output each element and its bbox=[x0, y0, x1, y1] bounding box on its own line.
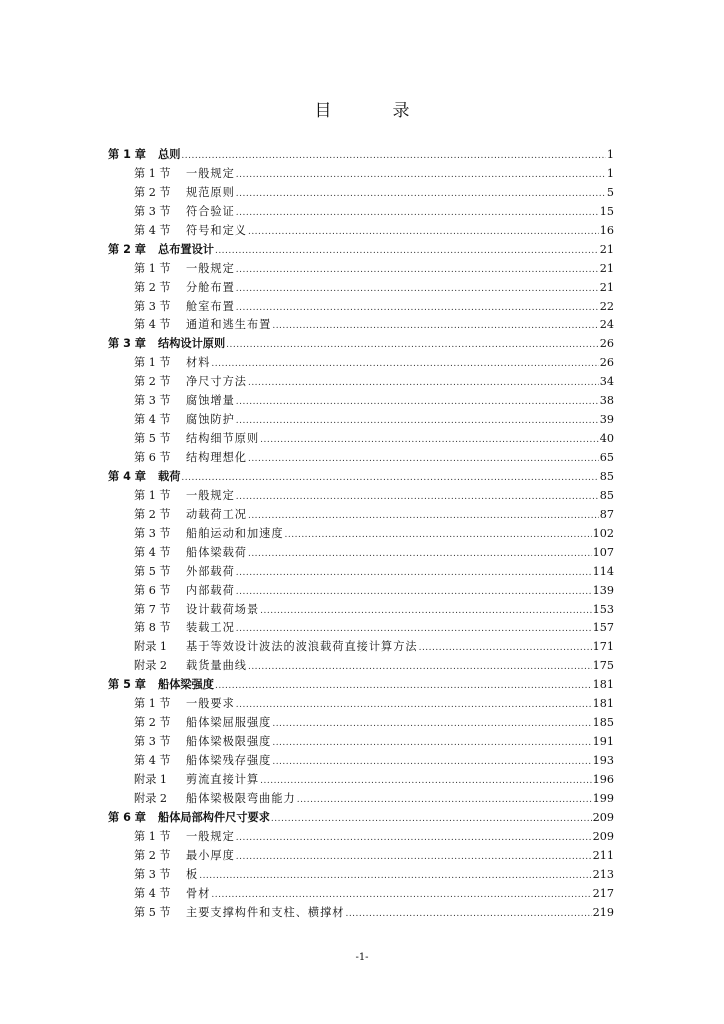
toc-entry-title: 一般要求 bbox=[186, 697, 235, 711]
toc-chapter-row[interactable] bbox=[108, 335, 614, 354]
toc-dot-leader bbox=[181, 469, 598, 488]
toc-entry-title: 结构理想化 bbox=[186, 451, 247, 464]
toc-entry-page: 21 bbox=[599, 280, 614, 294]
toc-entry-title: 舱室布置 bbox=[186, 299, 235, 313]
toc-entry-page: 139 bbox=[592, 583, 614, 597]
toc-entry-page: 171 bbox=[592, 640, 614, 654]
toc-entry-number: 第 1 节 bbox=[134, 829, 171, 843]
toc-section-row[interactable] bbox=[108, 771, 614, 790]
toc-section-row[interactable] bbox=[108, 203, 614, 222]
toc-section-row[interactable] bbox=[108, 828, 614, 847]
toc-entry-page: 16 bbox=[599, 223, 614, 237]
toc-entry-title: 动载荷工况 bbox=[186, 507, 247, 521]
toc-dot-leader bbox=[345, 905, 591, 924]
toc-dot-leader bbox=[236, 620, 592, 639]
toc-entry-page: 185 bbox=[592, 716, 614, 730]
toc-entry-page: 209 bbox=[592, 810, 614, 824]
toc-section-row[interactable] bbox=[108, 638, 614, 657]
toc-dot-leader bbox=[248, 507, 599, 526]
toc-entry-title: 船体梁强度 bbox=[158, 678, 214, 692]
toc-entry-page: 1 bbox=[606, 166, 614, 180]
toc-dot-leader bbox=[236, 696, 592, 715]
toc-dot-leader bbox=[211, 886, 591, 905]
toc-entry-title: 剪流直接计算 bbox=[186, 772, 260, 786]
toc-entry-title: 板 bbox=[186, 867, 199, 881]
toc-entry-number: 第 3 节 bbox=[134, 526, 171, 540]
toc-entry-number: 附录 2 bbox=[134, 659, 168, 673]
toc-section-row[interactable] bbox=[108, 506, 614, 525]
toc-section-row[interactable] bbox=[108, 449, 614, 468]
toc-entry-page: 22 bbox=[599, 299, 614, 313]
toc-dot-leader bbox=[199, 867, 591, 886]
toc-entry-title: 一般规定 bbox=[186, 829, 235, 843]
toc-entry-number: 第 4 节 bbox=[134, 754, 171, 767]
toc-entry-title: 分舱布置 bbox=[186, 280, 235, 294]
toc-entry-title: 船体梁极限弯曲能力 bbox=[186, 791, 296, 805]
toc-entry-page: 40 bbox=[599, 432, 614, 446]
toc-dot-leader bbox=[248, 223, 599, 242]
toc-entry-page: 181 bbox=[592, 697, 614, 711]
toc-entry-number: 第 2 节 bbox=[134, 375, 171, 389]
toc-section-row[interactable] bbox=[108, 695, 614, 714]
toc-entry-number: 第 5 节 bbox=[134, 564, 171, 578]
toc-entry-page: 39 bbox=[599, 413, 614, 427]
toc-entry-number: 第 1 章 bbox=[108, 148, 146, 161]
toc-dot-leader bbox=[236, 583, 592, 602]
toc-entry-title: 船体梁载荷 bbox=[186, 545, 247, 559]
toc-section-row[interactable] bbox=[108, 316, 614, 335]
toc-dot-leader bbox=[272, 753, 591, 772]
toc-section-row[interactable] bbox=[108, 184, 614, 203]
toc-entry-number: 第 1 节 bbox=[134, 356, 171, 370]
toc-entry-title: 规范原则 bbox=[186, 185, 235, 199]
toc-entry-title: 符号和定义 bbox=[186, 223, 247, 237]
toc-entry-number: 第 4 节 bbox=[134, 223, 171, 237]
toc-section-row[interactable] bbox=[108, 430, 614, 449]
toc-dot-leader bbox=[236, 488, 599, 507]
toc-entry-number: 第 3 节 bbox=[134, 735, 171, 749]
toc-entry-page: 219 bbox=[592, 905, 614, 919]
toc-dot-leader bbox=[248, 374, 599, 393]
toc-dot-leader bbox=[215, 677, 592, 696]
table-of-contents bbox=[108, 146, 614, 922]
toc-section-row[interactable] bbox=[108, 752, 614, 771]
toc-entry-title: 一般规定 bbox=[186, 166, 235, 180]
toc-section-row[interactable] bbox=[108, 866, 614, 885]
toc-entry-title: 内部载荷 bbox=[186, 583, 235, 597]
toc-dot-leader bbox=[272, 317, 598, 336]
toc-dot-leader bbox=[260, 602, 592, 621]
toc-dot-leader bbox=[271, 810, 592, 829]
toc-entry-page: 181 bbox=[592, 678, 614, 692]
toc-dot-leader bbox=[285, 526, 592, 545]
toc-chapter-row[interactable] bbox=[108, 146, 614, 165]
toc-entry-number: 第 4 节 bbox=[134, 545, 171, 559]
toc-chapter-row[interactable] bbox=[108, 468, 614, 487]
toc-entry-number: 第 4 节 bbox=[134, 413, 171, 427]
toc-section-row[interactable] bbox=[108, 411, 614, 430]
toc-entry-number: 第 3 节 bbox=[134, 204, 171, 218]
toc-dot-leader bbox=[236, 393, 599, 412]
toc-entry-page: 34 bbox=[599, 375, 614, 389]
toc-dot-leader bbox=[236, 261, 599, 280]
toc-entry-number: 第 1 节 bbox=[134, 697, 171, 711]
toc-entry-title: 主要支撑构件和支柱、横撑材 bbox=[186, 905, 345, 919]
toc-dot-leader bbox=[236, 299, 599, 318]
toc-entry-title: 通道和逃生布置 bbox=[186, 318, 272, 332]
toc-entry-title: 符合验证 bbox=[186, 204, 235, 218]
toc-dot-leader bbox=[211, 355, 598, 374]
toc-section-row[interactable] bbox=[108, 847, 614, 866]
toc-entry-page: 26 bbox=[599, 356, 614, 370]
toc-entry-number: 第 5 节 bbox=[134, 905, 171, 919]
toc-entry-number: 第 1 节 bbox=[134, 488, 171, 502]
toc-section-row[interactable] bbox=[108, 601, 614, 620]
toc-entry-title: 材料 bbox=[186, 356, 211, 370]
toc-entry-page: 85 bbox=[599, 488, 614, 502]
toc-entry-number: 第 6 章 bbox=[108, 810, 146, 824]
toc-section-row[interactable] bbox=[108, 619, 614, 638]
toc-entry-number: 第 4 节 bbox=[134, 886, 171, 900]
toc-entry-title: 腐蚀防护 bbox=[186, 413, 235, 427]
toc-section-row[interactable] bbox=[108, 298, 614, 317]
toc-entry-page: 24 bbox=[599, 318, 614, 332]
toc-section-row[interactable] bbox=[108, 222, 614, 241]
toc-dot-leader bbox=[419, 639, 592, 658]
toc-section-row[interactable] bbox=[108, 260, 614, 279]
toc-entry-number: 第 2 节 bbox=[134, 185, 171, 199]
toc-entry-title: 净尺寸方法 bbox=[186, 375, 247, 389]
toc-entry-number: 第 3 节 bbox=[134, 299, 171, 313]
toc-entry-page: 191 bbox=[592, 735, 614, 749]
toc-section-row[interactable] bbox=[108, 733, 614, 752]
toc-dot-leader bbox=[181, 147, 605, 166]
toc-entry-number: 第 6 节 bbox=[134, 451, 171, 464]
toc-entry-number: 第 3 节 bbox=[134, 867, 171, 881]
toc-entry-page: 193 bbox=[592, 754, 614, 767]
toc-dot-leader bbox=[260, 431, 599, 450]
toc-entry-number: 附录 2 bbox=[134, 791, 168, 805]
toc-entry-title: 载货量曲线 bbox=[186, 659, 247, 673]
toc-entry-title: 总布置设计 bbox=[158, 242, 214, 256]
toc-section-row[interactable] bbox=[108, 790, 614, 809]
toc-entry-page: 21 bbox=[599, 242, 614, 256]
toc-entry-page: 209 bbox=[592, 829, 614, 843]
toc-entry-page: 114 bbox=[592, 564, 614, 578]
toc-entry-page: 21 bbox=[599, 261, 614, 275]
toc-entry-title: 一般规定 bbox=[186, 488, 235, 502]
toc-section-row[interactable] bbox=[108, 714, 614, 733]
toc-chapter-row[interactable] bbox=[108, 241, 614, 260]
toc-entry-page: 213 bbox=[592, 867, 614, 881]
toc-entry-number: 第 1 节 bbox=[134, 261, 171, 275]
toc-dot-leader bbox=[226, 336, 599, 355]
toc-entry-title: 结构细节原则 bbox=[186, 432, 260, 446]
toc-section-row[interactable] bbox=[108, 165, 614, 184]
toc-dot-leader bbox=[236, 829, 592, 848]
toc-section-row[interactable] bbox=[108, 525, 614, 544]
toc-entry-page: 153 bbox=[592, 602, 614, 616]
toc-entry-title: 设计载荷场景 bbox=[186, 602, 260, 616]
toc-section-row[interactable] bbox=[108, 373, 614, 392]
toc-entry-title: 船体梁屈服强度 bbox=[186, 716, 272, 730]
toc-dot-leader bbox=[248, 658, 592, 677]
toc-entry-page: 15 bbox=[599, 204, 614, 218]
toc-entry-number: 第 6 节 bbox=[134, 583, 171, 597]
toc-entry-title: 船舶运动和加速度 bbox=[186, 526, 284, 540]
toc-entry-number: 附录 1 bbox=[134, 772, 168, 786]
toc-entry-number: 第 2 章 bbox=[108, 242, 146, 256]
toc-dot-leader bbox=[215, 242, 599, 261]
toc-entry-number: 附录 1 bbox=[134, 640, 168, 654]
toc-dot-leader bbox=[236, 204, 599, 223]
toc-entry-page: 102 bbox=[592, 526, 614, 540]
toc-entry-number: 第 2 节 bbox=[134, 507, 171, 521]
toc-entry-title: 骨材 bbox=[186, 886, 211, 900]
toc-dot-leader bbox=[297, 791, 592, 810]
toc-entry-number: 第 1 节 bbox=[134, 166, 171, 180]
toc-chapter-row[interactable] bbox=[108, 676, 614, 695]
toc-entry-title: 基于等效设计波法的波浪载荷直接计算方法 bbox=[186, 640, 418, 654]
toc-entry-number: 第 8 节 bbox=[134, 621, 171, 635]
toc-entry-number: 第 7 节 bbox=[134, 602, 171, 616]
toc-entry-number: 第 2 节 bbox=[134, 716, 171, 730]
toc-dot-leader bbox=[248, 545, 592, 564]
toc-section-row[interactable] bbox=[108, 392, 614, 411]
toc-entry-number: 第 3 章 bbox=[108, 337, 146, 351]
toc-dot-leader bbox=[272, 734, 591, 753]
toc-entry-title: 最小厚度 bbox=[186, 848, 235, 862]
toc-section-row[interactable] bbox=[108, 582, 614, 601]
toc-dot-leader bbox=[248, 450, 599, 469]
toc-entry-page: 5 bbox=[606, 185, 614, 199]
toc-entry-number: 第 4 章 bbox=[108, 469, 146, 483]
toc-entry-page: 175 bbox=[592, 659, 614, 673]
toc-section-row[interactable] bbox=[108, 544, 614, 563]
toc-entry-page: 217 bbox=[592, 886, 614, 900]
toc-entry-number: 第 2 节 bbox=[134, 280, 171, 294]
toc-entry-title: 结构设计原则 bbox=[158, 337, 226, 351]
toc-dot-leader bbox=[236, 848, 592, 867]
toc-section-row[interactable] bbox=[108, 487, 614, 506]
toc-entry-page: 38 bbox=[599, 394, 614, 408]
toc-section-row[interactable] bbox=[108, 354, 614, 373]
toc-chapter-row[interactable] bbox=[108, 809, 614, 828]
toc-dot-leader bbox=[260, 772, 592, 791]
toc-entry-page: 85 bbox=[599, 469, 614, 483]
toc-entry-number: 第 5 章 bbox=[108, 678, 146, 692]
toc-entry-page: 65 bbox=[599, 451, 614, 464]
toc-entry-title: 船体梁残存强度 bbox=[186, 754, 272, 767]
toc-entry-page: 211 bbox=[592, 848, 614, 862]
toc-entry-title: 船体局部构件尺寸要求 bbox=[158, 810, 270, 824]
toc-entry-page: 157 bbox=[592, 621, 614, 635]
toc-entry-title: 船体梁极限强度 bbox=[186, 735, 272, 749]
toc-entry-page: 1 bbox=[606, 148, 614, 161]
toc-entry-title: 装载工况 bbox=[186, 621, 235, 635]
toc-entry-number: 第 5 节 bbox=[134, 432, 171, 446]
toc-section-row[interactable] bbox=[108, 885, 614, 904]
toc-entry-title: 一般规定 bbox=[186, 261, 235, 275]
toc-dot-leader bbox=[236, 185, 606, 204]
toc-entry-title: 总则 bbox=[158, 148, 181, 161]
toc-entry-title: 外部载荷 bbox=[186, 564, 235, 578]
toc-dot-leader bbox=[236, 280, 599, 299]
toc-dot-leader bbox=[236, 412, 599, 431]
toc-section-row[interactable] bbox=[108, 279, 614, 298]
toc-entry-number: 第 3 节 bbox=[134, 394, 171, 408]
toc-entry-title: 腐蚀增量 bbox=[186, 394, 235, 408]
toc-entry-number: 第 4 节 bbox=[134, 318, 171, 332]
toc-entry-page: 87 bbox=[599, 507, 614, 521]
toc-entry-page: 196 bbox=[592, 772, 614, 786]
toc-entry-page: 199 bbox=[592, 791, 614, 805]
toc-dot-leader bbox=[236, 166, 606, 185]
toc-dot-leader bbox=[272, 715, 591, 734]
toc-entry-page: 26 bbox=[599, 337, 614, 351]
toc-section-row[interactable] bbox=[108, 904, 614, 923]
page-title: 目 录 bbox=[314, 101, 432, 121]
toc-entry-page: 107 bbox=[592, 545, 614, 559]
toc-entry-title: 载荷 bbox=[158, 469, 181, 483]
page-number: -1- bbox=[355, 952, 369, 963]
toc-section-row[interactable] bbox=[108, 563, 614, 582]
toc-section-row[interactable] bbox=[108, 657, 614, 676]
toc-entry-number: 第 2 节 bbox=[134, 848, 171, 862]
toc-dot-leader bbox=[236, 564, 592, 583]
